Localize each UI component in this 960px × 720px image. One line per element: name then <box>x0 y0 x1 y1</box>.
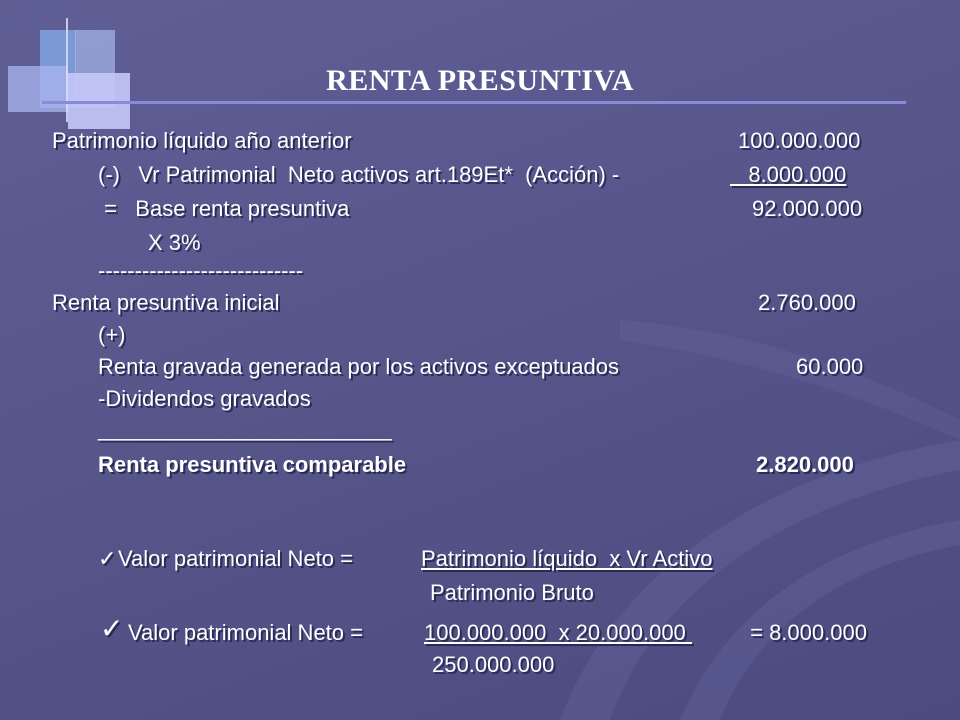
formula1-lhs: Valor patrimonial Neto = <box>118 546 360 571</box>
renta-inicial-label: Renta presuntiva inicial <box>52 290 280 315</box>
percentage-label: X 3% <box>148 230 201 255</box>
plus-sign-label: (+) <box>98 322 126 347</box>
formula2-result: = 8.000.000 <box>744 620 867 645</box>
title-underline-rule <box>42 101 906 104</box>
formula2-lhs: Valor patrimonial Neto = <box>128 620 370 645</box>
check-icon: ✓ <box>98 546 117 571</box>
base-renta-label: = Base renta presuntiva <box>98 196 350 221</box>
underscore-separator: ________________________ <box>98 416 392 441</box>
patrimonio-liquido-label: Patrimonio líquido año anterior <box>52 128 352 153</box>
formula1-denominator: Patrimonio Bruto <box>430 580 594 605</box>
base-renta-value: 92.000.000 <box>752 196 863 221</box>
renta-gravada-value: 60.000 <box>796 354 864 379</box>
slide-title: RENTA PRESUNTIVA <box>326 64 634 97</box>
dividendos-label: -Dividendos gravados <box>98 386 311 411</box>
patrimonio-liquido-value: 100.000.000 <box>738 128 861 153</box>
formula2-numerator: 100.000.000 x 20.000.000 <box>424 620 692 645</box>
renta-gravada-label: Renta gravada generada por los activos exceptuados <box>98 354 620 379</box>
check-icon: ✓ <box>100 613 124 644</box>
formula1-numerator: Patrimonio líquido x Vr Activo <box>421 546 713 571</box>
formula2-denominator: 250.000.000 <box>432 652 555 677</box>
renta-comparable-value: 2.820.000 <box>756 452 854 477</box>
dashed-separator: ---------------------------- <box>98 258 304 283</box>
vr-patrimonial-label: (-) Vr Patrimonial Neto activos art.189Et* (Acción) - <box>98 162 620 187</box>
renta-inicial-value: 2.760.000 <box>758 290 856 315</box>
renta-comparable-label: Renta presuntiva comparable <box>98 452 407 477</box>
vr-patrimonial-value: 8.000.000 <box>730 162 847 187</box>
